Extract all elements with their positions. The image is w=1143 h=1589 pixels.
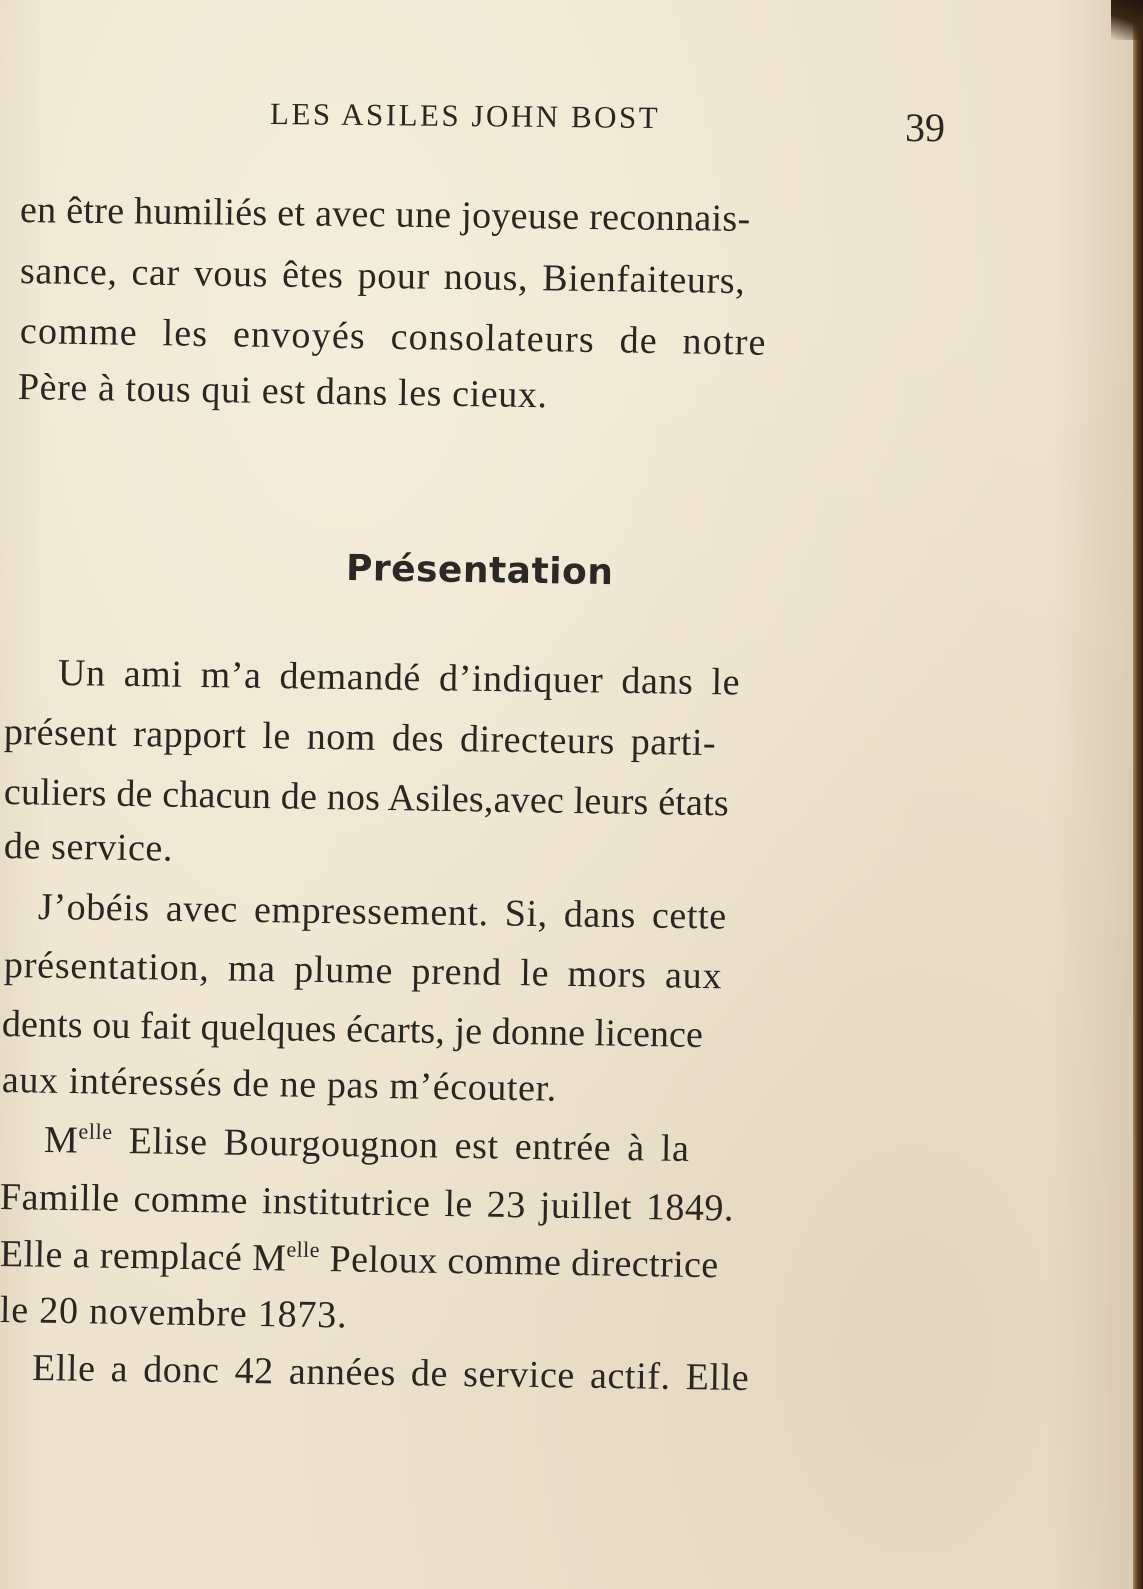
text-fragment: Elle a remplacé M (0, 1233, 287, 1280)
text-line: aux intéressés de ne pas m’écouter. (1, 1059, 558, 1110)
text-fragment: Elise Bourgougnon est entrée à la (112, 1119, 690, 1171)
text-line (0, 1232, 719, 1287)
book-page-edge (1133, 0, 1143, 1589)
text-line: Un ami m’a demandé d’indiquer dans le (57, 652, 741, 704)
text-line: le 20 novembre 1873. (0, 1289, 348, 1337)
text-line: présent rapport le nom des directeurs parti- (3, 711, 717, 765)
text-line: Elle a donc 42 années de service actif. Elle (31, 1347, 750, 1400)
text-line: en être humiliés et avec une joyeuse reconnais- (19, 189, 751, 240)
page-number: 39 (905, 105, 945, 150)
text-fragment: Peloux comme directrice (319, 1238, 719, 1287)
honorific: M (43, 1119, 79, 1162)
text-line: Famille comme institutrice le 23 juillet 1849. (0, 1176, 735, 1230)
text-line (44, 1118, 690, 1171)
text-line: culiers de chacun de nos Asiles,avec leurs états (3, 771, 730, 825)
text-line: Père à tous qui est dans les cieux. (17, 366, 548, 417)
honorific-superscript: elle (78, 1118, 113, 1144)
book-corner-shadow (1111, 0, 1143, 40)
section-heading: Présentation (345, 548, 614, 594)
text-line: présentation, ma plume prend le mors aux (3, 944, 723, 998)
text-line: sance, car vous êtes pour nous, Bienfaiteurs, (19, 250, 746, 303)
text-line: comme les envoyés consolateurs de notre (19, 310, 768, 364)
running-title: LES ASILES JOHN BOST (269, 96, 661, 136)
text-line: dents ou fait quelques écarts, je donne licence (1, 1003, 704, 1057)
text-line: de service. (3, 825, 174, 870)
text-line: J’obéis avec empressement. Si, dans cette (37, 886, 728, 938)
honorific-superscript: elle (286, 1236, 321, 1263)
